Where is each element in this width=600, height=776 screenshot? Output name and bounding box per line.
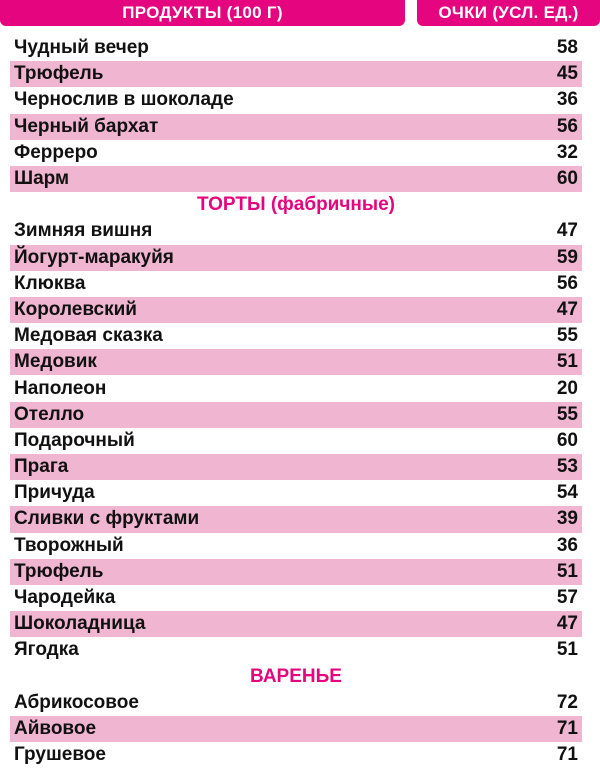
table-row: [10, 716, 582, 742]
points-value: 72: [556, 691, 578, 713]
points-value: 59: [556, 246, 578, 268]
table-row: [10, 271, 582, 297]
points-value: 55: [556, 403, 578, 425]
table-row: [10, 559, 582, 585]
points-value: 53: [556, 456, 578, 478]
points-table: [10, 35, 582, 768]
product-name: Медовая сказка: [14, 325, 163, 347]
points-value: 51: [556, 639, 578, 661]
table-row: [10, 585, 582, 611]
product-name: Медовик: [14, 351, 97, 373]
product-name: Абрикосовое: [14, 691, 139, 713]
table-row: [10, 166, 582, 192]
points-value: 47: [556, 220, 578, 242]
product-name: Шоколадница: [14, 613, 146, 635]
product-name: Клюква: [14, 272, 86, 294]
table-row: [10, 402, 582, 428]
table-row: [10, 637, 582, 663]
table-row: [10, 35, 582, 61]
product-name: Отелло: [14, 403, 85, 425]
product-name: Чернослив в шоколаде: [14, 89, 234, 111]
table-row: [10, 87, 582, 113]
table-row: [10, 297, 582, 323]
table-header: [0, 0, 600, 30]
points-value: 51: [556, 560, 578, 582]
points-value: 36: [556, 534, 578, 556]
table-row: [10, 61, 582, 87]
table-row: [10, 690, 582, 716]
products-column-header: ПРОДУКТЫ (100 Г): [0, 0, 405, 26]
product-name: Трюфель: [14, 63, 104, 85]
product-name: Айвовое: [14, 717, 97, 739]
table-row: [10, 533, 582, 559]
points-value: 20: [556, 377, 578, 399]
table-row: [10, 218, 582, 244]
product-name: Чародейка: [14, 587, 116, 609]
table-row: [10, 114, 582, 140]
points-value: 71: [556, 717, 578, 739]
table-row: [10, 742, 582, 768]
points-value: 32: [556, 141, 578, 163]
points-value: 55: [556, 325, 578, 347]
table-row: [10, 506, 582, 532]
product-name: Сливки с фруктами: [14, 508, 200, 530]
table-row: [10, 611, 582, 637]
table-row: [10, 480, 582, 506]
product-name: Творожный: [14, 534, 124, 556]
points-value: 36: [556, 89, 578, 111]
points-value: 56: [556, 272, 578, 294]
points-value: 45: [556, 63, 578, 85]
product-name: Черный бархат: [14, 115, 159, 137]
points-value: 51: [556, 351, 578, 373]
points-value: 54: [556, 482, 578, 504]
points-value: 71: [556, 744, 578, 766]
product-name: Ферреро: [14, 141, 98, 163]
points-column-header: ОЧКИ (УСЛ. ЕД.): [417, 0, 600, 26]
points-value: 47: [556, 613, 578, 635]
product-name: Йогурт-маракуйя: [14, 246, 174, 268]
product-name: Трюфель: [14, 560, 104, 582]
product-name: Причуда: [14, 482, 95, 504]
points-value: 39: [556, 508, 578, 530]
points-value: 47: [556, 298, 578, 320]
product-name: Ягодка: [14, 639, 79, 661]
product-name: Грушевое: [14, 744, 106, 766]
points-value: 56: [556, 115, 578, 137]
product-name: Подарочный: [14, 429, 135, 451]
table-row: [10, 323, 582, 349]
table-row: [10, 245, 582, 271]
section-title: ВАРЕНЬЕ: [250, 665, 342, 687]
table-row: [10, 349, 582, 375]
product-name: Королевский: [14, 298, 137, 320]
points-value: 57: [556, 587, 578, 609]
product-name: Наполеон: [14, 377, 107, 399]
product-name: Прага: [14, 456, 69, 478]
section-title: ТОРТЫ (фабричные): [197, 194, 395, 216]
table-row: [10, 375, 582, 401]
product-name: Шарм: [14, 168, 70, 190]
points-value: 58: [556, 37, 578, 59]
points-value: 60: [556, 168, 578, 190]
table-row: [10, 428, 582, 454]
product-name: Чудный вечер: [14, 37, 149, 59]
table-row: [10, 454, 582, 480]
table-row: [10, 140, 582, 166]
points-value: 60: [556, 429, 578, 451]
product-name: Зимняя вишня: [14, 220, 153, 242]
